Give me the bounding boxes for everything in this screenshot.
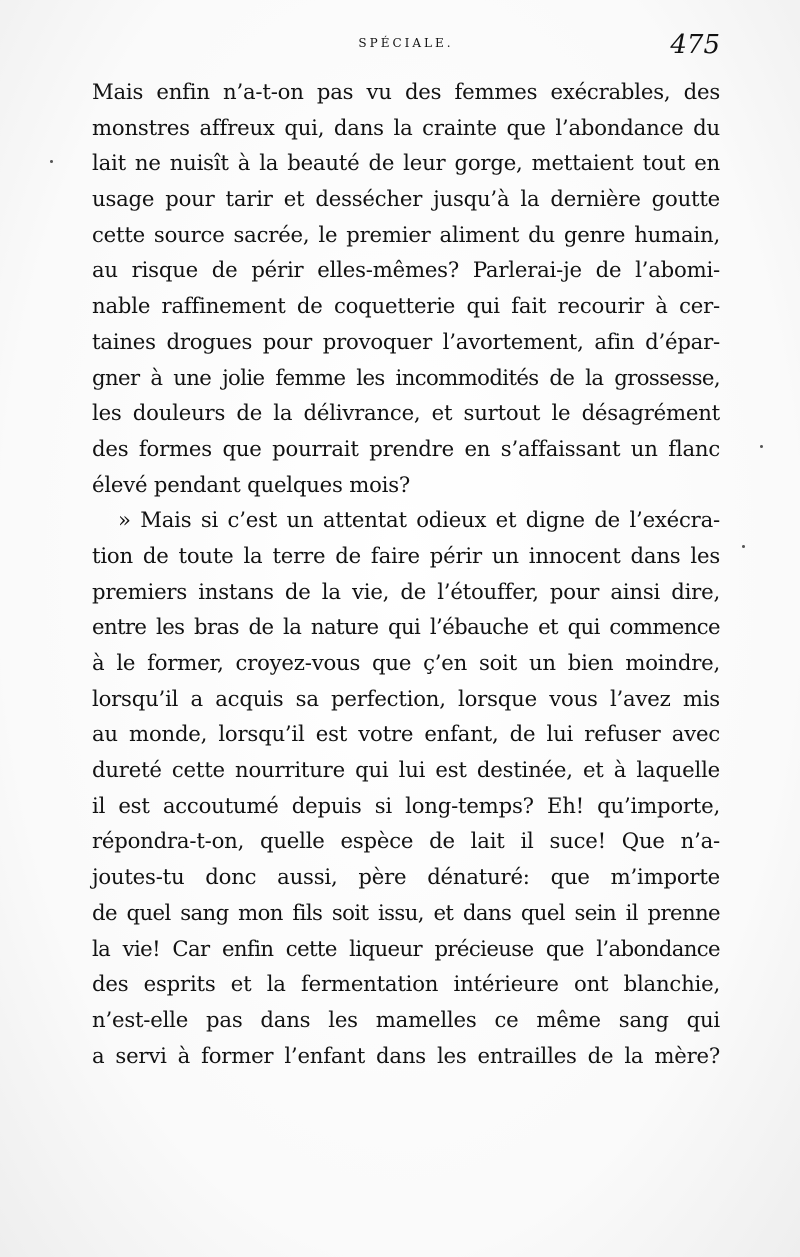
text-line: répondra-t-on, quelle espèce de lait il suce! Que n’a- — [92, 828, 720, 854]
text-line: joutes-tu donc aussi, père dénaturé: que m’importe — [92, 864, 720, 890]
text-line: à le former, croyez-vous que ç’en soit un bien moindre, — [92, 650, 720, 675]
text-line: des esprits et la fermentation intérieure ont blanchie, — [92, 971, 720, 997]
text-line: a servi à former l’enfant dans les entrailles de la mère? — [92, 1042, 720, 1068]
text-line: gner à une jolie femme les incommodités de la grossesse, — [92, 364, 720, 390]
text-line: tion de toute la terre de faire périr un innocent dans les — [92, 542, 720, 568]
print-speck — [742, 545, 745, 548]
text-line: il est accoutumé depuis si long-temps? Eh! qu’importe, — [92, 792, 720, 818]
running-head: SPÉCIALE. — [358, 36, 454, 50]
print-speck — [760, 445, 763, 448]
body-text — [92, 74, 720, 1073]
text-line: lait ne nuisît à la beauté de leur gorge, mettaient tout en — [92, 150, 720, 176]
text-line: usage pour tarir et dessécher jusqu’à la dernière goutte — [92, 186, 720, 212]
paragraph-1 — [92, 74, 720, 502]
paragraph-2 — [92, 502, 720, 1073]
text-line: nable raffinement de coquetterie qui fait recourir à cer- — [92, 293, 720, 319]
text-line: monstres affreux qui, dans la crainte que l’abondance du — [92, 114, 720, 140]
text-line: les douleurs de la délivrance, et surtout le désagrément — [92, 400, 720, 426]
text-line: au monde, lorsqu’il est votre enfant, de lui refuser avec — [92, 721, 720, 747]
text-line: la vie! Car enfin cette liqueur précieuse que l’abondance — [92, 935, 720, 961]
text-line: entre les bras de la nature qui l’ébauche et qui commence — [92, 614, 720, 640]
text-line: n’est-elle pas dans les mamelles ce même sang qui — [92, 1006, 720, 1032]
page-header — [92, 30, 720, 66]
text-line: dureté cette nourriture qui lui est destinée, et à laquelle — [92, 757, 720, 783]
text-line: premiers instans de la vie, de l’étouffer, pour ainsi dire, — [92, 578, 720, 604]
text-line: des formes que pourrait prendre en s’affaissant un flanc — [92, 435, 720, 461]
text-line: lorsqu’il a acquis sa perfection, lorsque vous l’avez mis — [92, 685, 720, 711]
text-line: » Mais si c’est un attentat odieux et digne de l’exécra- — [118, 507, 720, 533]
text-line: élevé pendant quelques mois? — [92, 471, 411, 497]
print-speck — [50, 160, 53, 163]
text-line: au risque de périr elles-mêmes? Parlerai-je de l’abomi- — [92, 257, 720, 283]
text-line: de quel sang mon fils soit issu, et dans quel sein il prenne — [92, 899, 720, 925]
text-line: Mais enfin n’a-t-on pas vu des femmes exécrables, des — [92, 79, 720, 104]
text-line: taines drogues pour provoquer l’avortement, afin d’épar- — [92, 328, 720, 354]
page-number: 475 — [670, 30, 720, 60]
text-line: cette source sacrée, le premier aliment du genre humain, — [92, 221, 720, 247]
